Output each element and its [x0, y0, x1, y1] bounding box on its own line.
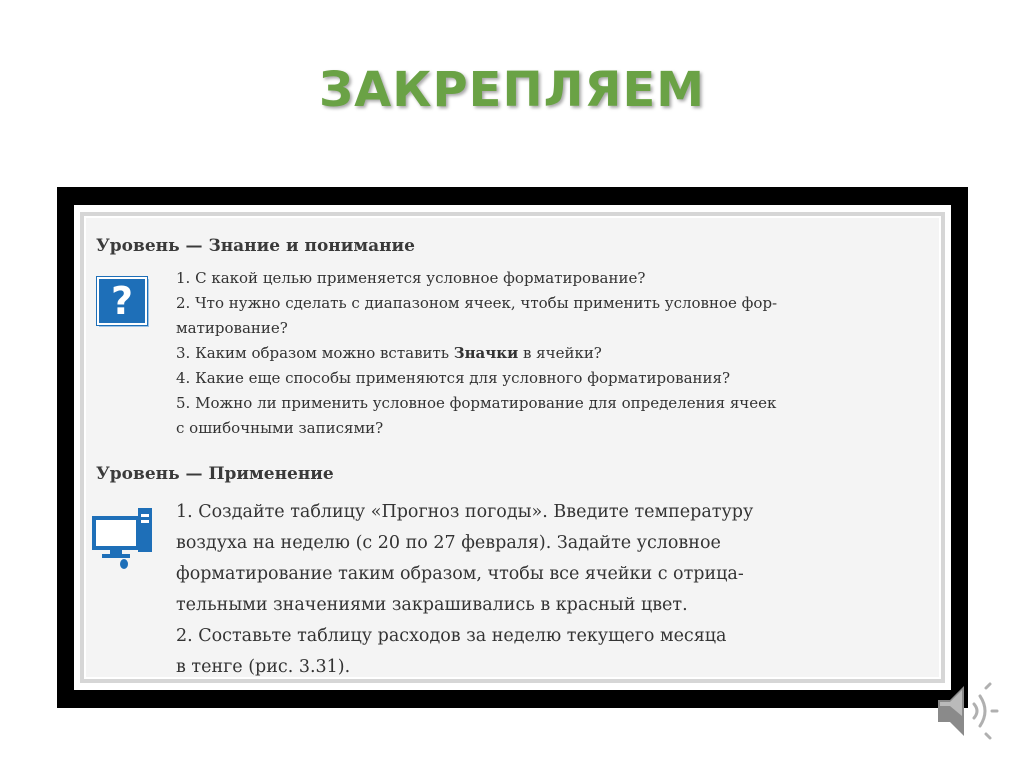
- speaker-icon[interactable]: [930, 676, 1000, 746]
- list-item-continuation: воздуха на неделю (с 20 по 27 февраля). Задайте условное: [176, 533, 721, 553]
- list-item: 3. Каким образом можно вставить Значки в ячейки?: [176, 344, 602, 362]
- list-item: 1. С какой целью применяется условное форматирование?: [176, 269, 646, 287]
- list-item-continuation: тельными значениями закрашивались в красный цвет.: [176, 595, 688, 615]
- list-item: 2. Составьте таблицу расходов за неделю текущего месяца: [176, 626, 727, 646]
- task-list: [176, 497, 946, 683]
- section1-heading: Уровень — Знание и понимание: [96, 236, 415, 256]
- list-item-continuation: матирование?: [176, 319, 288, 337]
- question-icon: ?: [97, 277, 147, 325]
- list-item-continuation: форматирование таким образом, чтобы все ячейки с отрица-: [176, 564, 744, 584]
- list-item-continuation: с ошибочными записями?: [176, 419, 384, 437]
- list-item: 5. Можно ли применить условное форматирование для определения ячеек: [176, 394, 777, 412]
- icons-term: Значки: [453, 344, 519, 362]
- computer-icon: [92, 504, 156, 570]
- textbook-excerpt: [80, 212, 945, 683]
- slide-title: ЗАКРЕПЛЯЕМ: [318, 62, 705, 118]
- list-item: 1. Создайте таблицу «Прогноз погоды». Введите температуру: [176, 502, 754, 522]
- list-item: 2. Что нужно сделать с диапазоном ячеек, чтобы применить условное фор-: [176, 294, 778, 312]
- section2-heading: Уровень — Применение: [96, 464, 334, 484]
- list-item: 4. Какие еще способы применяются для условного форматирования?: [176, 369, 731, 387]
- list-item-continuation: в тенге (рис. 3.31).: [176, 657, 351, 677]
- question-list: [176, 266, 936, 441]
